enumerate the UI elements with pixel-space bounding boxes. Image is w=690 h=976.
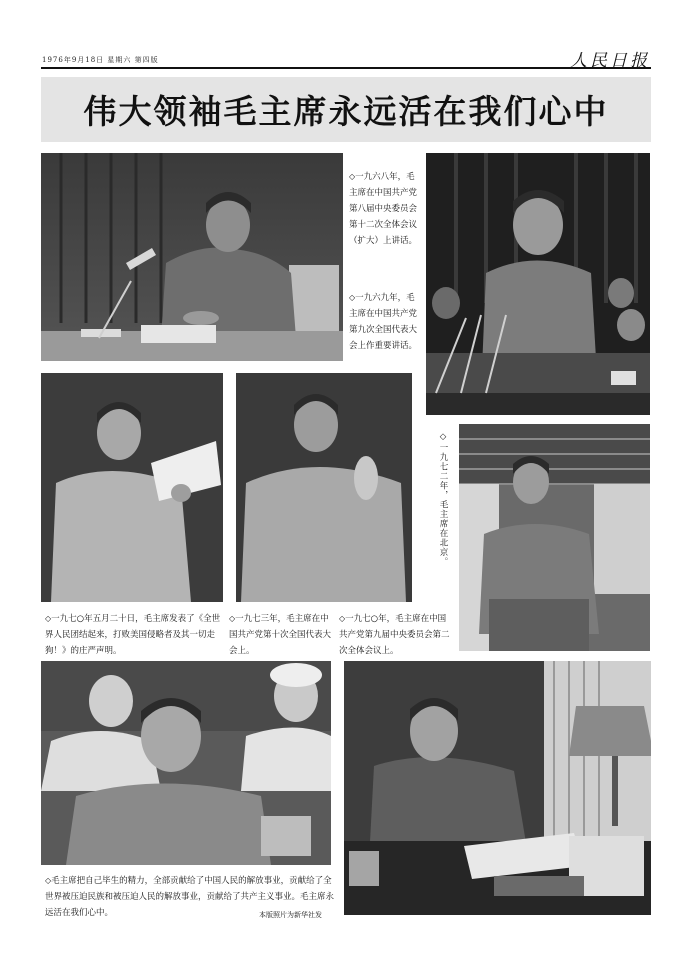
caption-1970 <box>339 611 453 659</box>
photo-writing-at-desk <box>344 661 651 915</box>
caption-tribute-text: 毛主席把自己毕生的精力，全部贡献给了中国人民的解放事业，贡献给了全世界被压迫民族和被压迫人民的解放事业，贡献给了共产主义事业。毛主席永远活在我们心中。 <box>45 876 335 918</box>
caption-1973-text: 一九七三年，毛主席在中国共产党第十次全国代表大会上。 <box>229 614 332 656</box>
newspaper-masthead: 人民日报 <box>570 51 650 71</box>
caption-1968 <box>349 169 421 249</box>
photo-1973-tenth-congress <box>236 373 412 602</box>
caption-1968-text: 一九六八年，毛主席在中国共产党第八届中央委员会第十二次全体会议（扩大）上讲话。 <box>349 172 418 246</box>
caption-1970-may-text: 一九七○年五月二十日，毛主席发表了《全世界人民团结起来，打败美国侵略者及其一切走狗！》的庄严声明。 <box>45 614 221 656</box>
caption-marker: ◇ <box>45 876 52 885</box>
caption-marker: ◇ <box>229 614 236 623</box>
photo-credit: 本版照片为新华社发 <box>259 911 322 919</box>
photo-1968-plenum <box>41 153 343 361</box>
caption-1972-text: 一九七二年，毛主席在北京。 <box>438 443 448 567</box>
caption-1970-may <box>45 611 225 659</box>
caption-1969 <box>349 290 421 354</box>
caption-1973 <box>229 611 331 659</box>
caption-1969-text: 一九六九年，毛主席在中国共产党第九次全国代表大会上作重要讲话。 <box>349 293 418 351</box>
photo-1969-congress <box>426 153 650 415</box>
photo-portrait-meeting <box>41 661 331 865</box>
caption-marker: ◇ <box>339 614 346 623</box>
header-rule <box>41 67 651 69</box>
photo-1970-may-statement <box>41 373 223 602</box>
caption-1970-text: 一九七○年，毛主席在中国共产党第九届中央委员会第二次全体会议上。 <box>339 614 450 656</box>
caption-marker: ◇ <box>349 172 356 181</box>
caption-marker: ◇ <box>438 432 448 443</box>
caption-1972 <box>437 432 449 602</box>
caption-marker: ◇ <box>349 293 356 302</box>
caption-marker: ◇ <box>45 614 52 623</box>
dateline: 1976年9月18日 星期六 第四版 <box>42 56 159 64</box>
headline: 伟大领袖毛主席永远活在我们心中 <box>83 92 609 131</box>
photo-1972-beijing <box>459 424 650 651</box>
